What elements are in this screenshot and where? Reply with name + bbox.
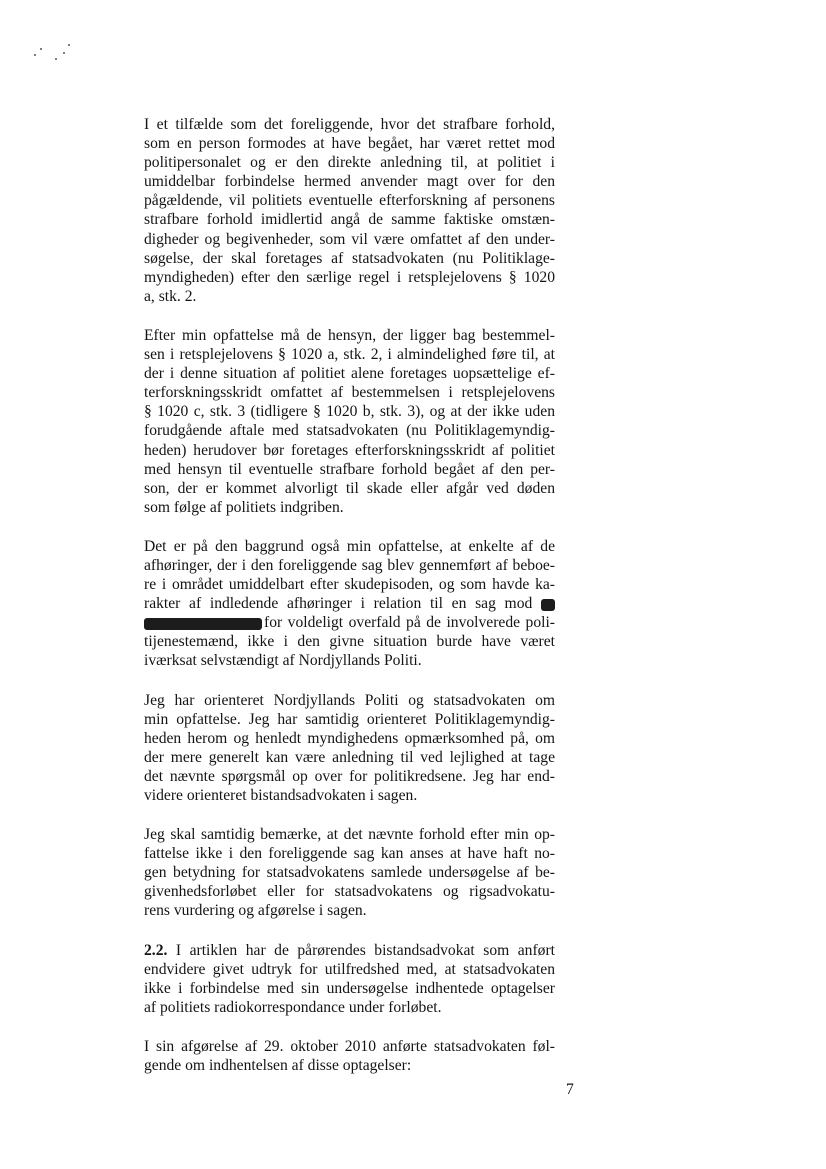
page-number: 7: [566, 1081, 574, 1098]
text-line: digheder og begivenheder, som vil være omfattet af den under-: [144, 230, 555, 248]
text-line: der mere generelt kan være anledning til ved lejlighed at tage: [144, 748, 555, 766]
text-line: re i området umiddelbart efter skudepisoden, og som havde ka-: [144, 576, 555, 594]
paragraph: [144, 941, 555, 1017]
text-line: der i denne situation af politiet alene foretages uopsættelige ef-: [144, 365, 555, 383]
text-line: [144, 941, 555, 960]
paragraph: [144, 1037, 555, 1075]
text-line: I sin afgørelse af 29. oktober 2010 anførte statsadvokaten føl-: [144, 1037, 555, 1055]
text-segment: for voldeligt overfald på de involverede poli-: [264, 614, 555, 632]
redaction-mark: [541, 599, 555, 611]
text-line: a, stk. 2.: [144, 287, 197, 305]
text-line: § 1020 c, stk. 3 (tidligere § 1020 b, stk. 3), og at der ikke uden: [144, 403, 555, 421]
text-line: gende om indhentelsen af disse optagelser:: [144, 1057, 412, 1075]
text-line: sen i retsplejelovens § 1020 a, stk. 2, i almindelighed føre til, at: [144, 346, 555, 364]
text-line: strafbare forhold imidlertid angå de samme faktiske omstæn-: [144, 211, 555, 229]
text-line: heden herom og henledt myndighedens opmærksomhed på, om: [144, 729, 555, 747]
scan-specks: [28, 40, 78, 70]
text-line: endvidere givet udtryk for utilfredshed med, at statsadvokaten: [144, 960, 555, 978]
text-line: gen betydning for statsadvokatens samlede undersøgelse af be-: [144, 864, 555, 882]
text-line: son, der er kommet alvorligt til skade eller afgår ved døden: [144, 479, 555, 497]
text-segment: rakter af indledende afhøringer i relation til en sag mod: [144, 595, 533, 613]
text-segment: I artiklen har de pårørendes bistandsadvokat som anført: [175, 941, 555, 959]
paragraph: [144, 825, 555, 920]
text-line: [144, 594, 555, 613]
text-line: som en person formodes at have begået, har været rettet mod: [144, 135, 555, 153]
text-line: tijenestemænd, ikke i den givne situation burde have været: [144, 633, 555, 651]
text-line: videre orienteret bistandsadvokaten i sagen.: [144, 787, 418, 804]
text-line: heden) herudover bør foretages efterforskningsskridt af politiet: [144, 441, 555, 459]
text-line: det nævnte spørgsmål op over for politikredsene. Jeg har end-: [144, 767, 555, 785]
paragraph: [144, 537, 555, 671]
text-line: ikke i forbindelse med sin undersøgelse indhentede optagelser: [144, 979, 555, 997]
text-line: terforskningsskridt omfattet af bestemmelsen i retsplejelovens: [144, 384, 555, 402]
section-number: 2.2.: [144, 941, 168, 959]
text-line: [144, 613, 555, 632]
text-line: rens vurdering og afgørelse i sagen.: [144, 902, 367, 920]
text-line: min opfattelse. Jeg har samtidig orienteret Politiklagemyndig-: [144, 710, 555, 728]
paragraph: [144, 115, 555, 306]
text-line: myndigheden) efter den særlige regel i retsplejelovens § 1020: [144, 268, 555, 286]
paragraph: [144, 326, 555, 517]
text-line: fattelse ikke i den foreliggende sag kan anses at have haft no-: [144, 845, 555, 863]
text-line: søgelse, der skal foretages af statsadvokaten (nu Politiklage-: [144, 249, 555, 267]
text-line: givenhedsforløbet eller for statsadvokatens og rigsadvokatu-: [144, 883, 555, 901]
text-line: af politiets radiokorrespondance under forløbet.: [144, 998, 442, 1016]
text-line: med hensyn til eventuelle strafbare forhold begået af den per-: [144, 460, 555, 478]
text-line: Det er på den baggrund også min opfattelse, at enkelte af de: [144, 537, 555, 555]
text-line: I et tilfælde som det foreliggende, hvor det strafbare forhold,: [144, 116, 555, 133]
text-line: pågældende, vil politiets eventuelle efterforskning af personens: [144, 192, 555, 210]
document-body: [144, 115, 555, 1075]
text-line: afhøringer, der i den foreliggende sag blev gennemført af beboe-: [144, 556, 555, 574]
paragraph: [144, 691, 555, 806]
text-line: Jeg har orienteret Nordjyllands Politi og statsadvokaten om: [144, 691, 555, 709]
text-line: umiddelbar forbindelse hermed anvender magt over for den: [144, 173, 555, 191]
text-line: politipersonalet og er den direkte anledning til, at politiet i: [144, 154, 555, 172]
text-line: Jeg skal samtidig bemærke, at det nævnte forhold efter min op-: [144, 826, 555, 844]
text-line: forudgående aftale med statsadvokaten (nu Politiklagemyndig-: [144, 422, 555, 440]
text-line: som følge af politiets indgriben.: [144, 498, 344, 516]
text-line: iværksat selvstændigt af Nordjyllands Politi.: [144, 652, 422, 670]
text-line: Efter min opfattelse må de hensyn, der ligger bag bestemmel-: [144, 326, 555, 344]
redaction-mark: [144, 618, 262, 630]
